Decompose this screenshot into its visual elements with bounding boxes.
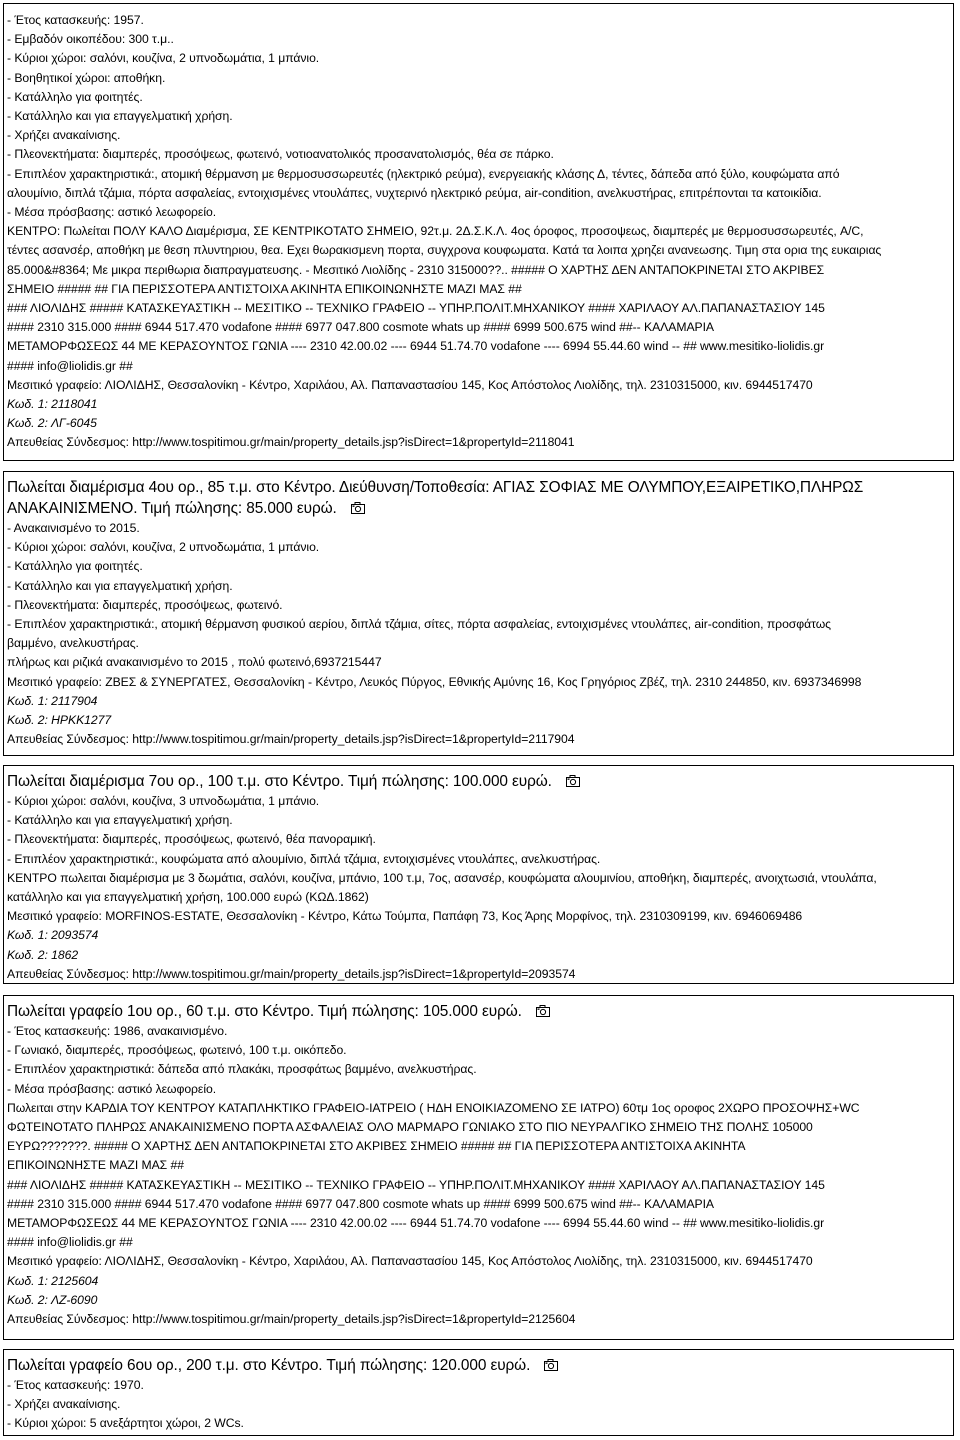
camera-icon[interactable] <box>351 502 365 514</box>
listing-code-1: Κωδ. 1: 2093574 <box>7 928 99 943</box>
listing-detail-line: πλήρως και ριζικά ανακαινισμένο το 2015 , πολύ φωτεινό,6937215447 <box>7 655 382 670</box>
listing-heading-line1: Πωλείται διαμέρισμα 4ου ορ., 85 τ.μ. στο Κέντρο. Διεύθυνση/Τοποθεσία: ΑΓΙΑΣ ΣΟΦΙΑΣ ΜΕ ΟΛΥΜΠΟΥ,ΕΞΑΙΡΕΤΙΚΟ,ΠΛΗΡΩΣ <box>7 479 864 496</box>
listing-4 <box>7 1355 949 1434</box>
listing-detail-line: #### info@liolidis.gr ## <box>7 1235 133 1250</box>
listing-detail-line: κατάλληλο και για επαγγελματική χρήση, 100.000 ευρώ (ΚΩΔ.1862) <box>7 890 369 905</box>
listing-0 <box>7 11 949 453</box>
listing-detail-line: ΕΠΙΚΟΙΝΩΝΗΣΤΕ ΜΑΖΙ ΜΑΣ ## <box>7 1158 184 1173</box>
listing-detail-line: - Έτος κατασκευής: 1970. <box>7 1378 144 1392</box>
listing-detail-line: #### 2310 315.000 #### 6944 517.470 vodafone #### 6977 047.800 cosmote whats up #### 6999 500.675 wind ##-- ΚΑΛΑΜΑΡΙΑ <box>7 1196 715 1211</box>
listing-code-2: Κωδ. 2: ΗΡΚΚ1277 <box>7 713 112 728</box>
listing-direct-link[interactable]: Απευθείας Σύνδεσμος: http://www.tospitimou.gr/main/property_details.jsp?isDirect=1&propertyId=2117904 <box>7 732 575 747</box>
listing-detail-line: - Πλεονεκτήματα: διαμπερές, προσόψεως, φωτεινό, θέα πανοραμική. <box>7 832 376 847</box>
listing-detail-line: ΦΩΤΕΙΝΟΤΑΤΟ ΠΛΗΡΩΣ ΑΝΑΚΑΙΝΙΣΜΕΝΟ ΠΟΡΤΑ ΑΣΦΑΛΕΙΑΣ ΟΛΟ ΜΑΡΜΑΡΟ ΓΩΝΙΑΚΟ ΣΤΟ ΠΙΟ ΝΕΥΡΑΛΓΙΚΟ ΣΗΜΕΙΟ ΤΗΣ ΠΟΛΗΣ 105000 <box>7 1120 813 1135</box>
listing-detail-line: - Πλεονεκτήματα: διαμπερές, προσόψεως, φωτεινό, νοτιοανατολικός προσανατολισμός, θέα σε πάρκο. <box>7 147 554 162</box>
listing-code-2: Κωδ. 2: ΛΓ-6045 <box>7 416 97 431</box>
listing-detail-line: - Κατάλληλο και για επαγγελματική χρήση. <box>7 813 233 828</box>
listing-detail-line: ΣΗΜΕΙΟ ##### ## ΓΙΑ ΠΕΡΙΣΣΟΤΕΡΑ ΑΝΤΙΣΤΟΙΧΑ ΑΚΙΝΗΤΑ ΕΠΙΚΟΙΝΩΝΗΣΤΕ ΜΑΖΙ ΜΑΣ ## <box>7 281 522 296</box>
listing-detail-line: ΚΕΝΤΡΟ: Πωλείται ΠΟΛΥ ΚΑΛΟ Διαμέρισμα, ΣΕ ΚΕΝΤΡΙΚΟΤΑΤΟ ΣΗΜΕΙΟ, 92τ.μ. 2Δ.Σ.Κ.Λ. 4ος όροφος, προσοψεως, διαμπερές με θερμοσυσσωρευτές, A/C, <box>7 224 864 239</box>
listing-2 <box>7 771 949 984</box>
listing-detail-line: - Έτος κατασκευής: 1986, ανακαινισμένο. <box>7 1024 228 1038</box>
listing-detail-line: - Γωνιακό, διαμπερές, προσόψεως, φωτεινό, 100 τ.μ. οικόπεδο. <box>7 1043 347 1058</box>
camera-icon[interactable] <box>536 1005 550 1017</box>
listing-code-1: Κωδ. 1: 2117904 <box>7 693 98 708</box>
listing-heading-line1: Πωλείται διαμέρισμα 7ου ορ., 100 τ.μ. στο Κέντρο. Τιμή πώλησης: 100.000 ευρώ. <box>7 773 552 790</box>
listing-detail-line: - Κύριοι χώροι: 5 ανεξάρτητοι χώροι, 2 WCs. <box>7 1416 244 1431</box>
listing-detail-line: Μεσιτικό γραφείο: ΛΙΟΛΙΔΗΣ, Θεσσαλονίκη - Κέντρο, Χαριλάου, Αλ. Παπαναστασίου 145, Κος Απόστολος Λιολίδης, τηλ. 2310315000, κιν. 6944517470 <box>7 1254 813 1269</box>
listing-code-1: Κωδ. 1: 2125604 <box>7 1273 99 1288</box>
listing-detail-line: ### ΛΙΟΛΙΔΗΣ ##### ΚΑΤΑΣΚΕΥΑΣΤΙΚΗ -- ΜΕΣΙΤΙΚΟ -- ΤΕΧΝΙΚΟ ΓΡΑΦΕΙΟ -- ΥΠΗΡ.ΠΟΛΙΤ.ΜΗΧΑΝΙΚΟΥ #### ΧΑΡΙΛΑΟΥ ΑΛ.ΠΑΠΑΝΑΣΤΑΣΙΟΥ 145 <box>7 301 825 316</box>
listing-detail-line: - Κύριοι χώροι: σαλόνι, κουζίνα, 3 υπνοδωμάτια, 1 μπάνιο. <box>7 794 320 808</box>
listing-detail-line: - Κατάλληλο για φοιτητές. <box>7 559 143 574</box>
listing-code-2: Κωδ. 2: ΛΖ-6090 <box>7 1292 98 1307</box>
listing-detail-line: - Κατάλληλο και για επαγγελματική χρήση. <box>7 578 233 593</box>
listing-detail-line: - Ανακαινισμένο το 2015. <box>7 521 140 535</box>
listing-detail-line: - Επιπλέον χαρακτηριστικά: δάπεδα από πλακάκι, προσφάτως βαμμένο, ανελκυστήρας. <box>7 1062 477 1077</box>
listing-detail-line: - Χρήζει ανακαίνισης. <box>7 1397 121 1412</box>
listing-detail-line: Μεσιτικό γραφείο: ΖΒΕΣ & ΣΥΝΕΡΓΑΤΕΣ, Θεσσαλονίκη - Κέντρο, Λευκός Πύργος, Εθνικής Αμύνης 16, Κος Γρηγόριος Ζβέζ, τηλ. 2310 244850, κιν. 6937346998 <box>7 674 862 689</box>
listing-detail-line: - Μέσα πρόσβασης: αστικό λεωφορείο. <box>7 1081 217 1096</box>
listing-detail-line: ΜΕΤΑΜΟΡΦΩΣΕΩΣ 44 ΜΕ ΚΕΡΑΣΟΥΝΤΟΣ ΓΩΝΙΑ ---- 2310 42.00.02 ---- 6944 51.74.70 vodafone ---- 6994 55.44.60 wind -- ## www.mesitiko-liolidis.gr <box>7 1216 825 1231</box>
listing-detail-line: ΚΕΝΤΡΟ πωλειται διαμέρισμα με 3 δωμάτια, σαλόνι, κουζίνα, μπάνιο, 100 τ.μ, 7ος, ασανσέρ, κουφώματα αλουμινίου, αποθήκη, διαμπερές, ανοιχτωσιά, ντουλάπα, <box>7 870 877 885</box>
listing-heading-line1: Πωλείται γραφείο 6ου ορ., 200 τ.μ. στο Κέντρο. Τιμή πώλησης: 120.000 ευρώ. <box>7 1357 531 1374</box>
listing-detail-line: - Επιπλέον χαρακτηριστικά:, ατομική θέρμανση φυσικού αερίου, διπλά τζάμια, σίτες, πόρτα ασφαλείας, εντοιχισμένες ντουλάπες, air-condition, προσφάτως <box>7 617 831 632</box>
listing-detail-line: - Κατάλληλο και για επαγγελματική χρήση. <box>7 109 233 124</box>
listing-heading-line2: ΑΝΑΚΑΙΝΙΣΜΕΝΟ. Τιμή πώλησης: 85.000 ευρώ. <box>7 500 337 517</box>
listing-detail-line: - Επιπλέον χαρακτηριστικά:, ατομική θέρμανση με θερμοσυσσωρευτές (ηλεκτρικό ρεύμα), ενεργειακής κλάσης Δ, τέντες, δάπεδα από ξύλο, κουφώματα από <box>7 166 840 181</box>
camera-icon[interactable] <box>544 1359 558 1371</box>
listing-direct-link[interactable]: Απευθείας Σύνδεσμος: http://www.tospitimou.gr/main/property_details.jsp?isDirect=1&propertyId=2125604 <box>7 1312 576 1327</box>
listing-detail-line: - Μέσα πρόσβασης: αστικό λεωφορείο. <box>7 205 217 220</box>
listing-detail-line: βαμμένο, ανελκυστήρας. <box>7 636 139 651</box>
listing-detail-line: #### info@liolidis.gr ## <box>7 358 133 373</box>
listing-code-2: Κωδ. 2: 1862 <box>7 947 79 962</box>
listing-direct-link[interactable]: Απευθείας Σύνδεσμος: http://www.tospitimou.gr/main/property_details.jsp?isDirect=1&propertyId=2093574 <box>7 966 576 981</box>
listing-detail-line: Πωλειται στην ΚΑΡΔΙΑ ΤΟΥ ΚΕΝΤΡΟΥ ΚΑΤΑΠΛΗΚΤΙΚΟ ΓΡΑΦΕΙΟ-ΙΑΤΡΕΙΟ ( ΗΔΗ ΕΝΟΙΚΙΑΖΟΜΕΝΟ ΣΕ ΙΑΤΡΟ) 60τμ 1ος οροφος 2ΧΩΡΟ ΠΡΟΣΟΨΗΣ+WC <box>7 1100 860 1115</box>
listing-heading <box>7 477 949 498</box>
listing-detail-line: - Κύριοι χώροι: σαλόνι, κουζίνα, 2 υπνοδωμάτια, 1 μπάνιο. <box>7 540 320 555</box>
listing-detail-line: - Επιπλέον χαρακτηριστικά:, κουφώματα από αλουμίνιο, διπλά τζάμια, εντοιχισμένες ντουλάπες, ανελκυστήρας. <box>7 851 601 866</box>
listing-detail-line: - Κατάλληλο για φοιτητές. <box>7 89 143 104</box>
listing-detail-line: αλουμίνιο, διπλά τζάμια, πόρτα ασφαλείας, εντοιχισμένες ντουλάπες, νυχτερινό ηλεκτρικό ρεύμα, air-condition, ανελκυστήρας, επιτρέπονται τα κατοικίδια. <box>7 185 822 200</box>
listing-detail-line: #### 2310 315.000 #### 6944 517.470 vodafone #### 6977 047.800 cosmote whats up #### 6999 500.675 wind ##-- ΚΑΛΑΜΑΡΙΑ <box>7 320 715 335</box>
listing-detail-line: ΜΕΤΑΜΟΡΦΩΣΕΩΣ 44 ΜΕ ΚΕΡΑΣΟΥΝΤΟΣ ΓΩΝΙΑ ---- 2310 42.00.02 ---- 6944 51.74.70 vodafone ---- 6994 55.44.60 wind -- ## www.mesitiko-liolidis.gr <box>7 339 825 354</box>
listing-detail-line: - Βοηθητικοί χώροι: αποθήκη. <box>7 70 166 85</box>
listing-detail-line: Μεσιτικό γραφείο: ΛΙΟΛΙΔΗΣ, Θεσσαλονίκη - Κέντρο, Χαριλάου, Αλ. Παπαναστασίου 145, Κος Απόστολος Λιολίδης, τηλ. 2310315000, κιν. 6944517470 <box>7 377 813 392</box>
listing-3 <box>7 1001 949 1329</box>
listing-detail-line: - Κύριοι χώροι: σαλόνι, κουζίνα, 2 υπνοδωμάτια, 1 μπάνιο. <box>7 51 320 66</box>
listing-detail-line: Μεσιτικό γραφείο: MORFINOS-ESTATE, Θεσσαλονίκη - Κέντρο, Κάτω Τούμπα, Παπάφη 73, Κος Άρης Μορφίνος, τηλ. 2310309199, κιν. 6946069486 <box>7 909 803 924</box>
listing-detail-line: - Εμβαδόν οικοπέδου: 300 τ.μ.. <box>7 32 174 47</box>
listing-code-1: Κωδ. 1: 2118041 <box>7 397 98 412</box>
camera-icon[interactable] <box>566 775 580 787</box>
listing-detail-line: τέντες ασανσέρ, αποθήκη με θεση πλυντηριου, θεα. Εχει θωρακισμενη πορτα, συγχρονα κουφωματα. Κατά τα λοιπα χρηζει ανανεωσης. Τιμη στα ορια της ευκαιριας <box>7 243 882 258</box>
listing-detail-line: ### ΛΙΟΛΙΔΗΣ ##### ΚΑΤΑΣΚΕΥΑΣΤΙΚΗ -- ΜΕΣΙΤΙΚΟ -- ΤΕΧΝΙΚΟ ΓΡΑΦΕΙΟ -- ΥΠΗΡ.ΠΟΛΙΤ.ΜΗΧΑΝΙΚΟΥ #### ΧΑΡΙΛΑΟΥ ΑΛ.ΠΑΠΑΝΑΣΤΑΣΙΟΥ 145 <box>7 1177 825 1192</box>
listing-detail-line: - Χρήζει ανακαίνισης. <box>7 128 121 143</box>
listing-1 <box>7 477 949 749</box>
listing-heading-line1: Πωλείται γραφείο 1ου ορ., 60 τ.μ. στο Κέντρο. Τιμή πώλησης: 105.000 ευρώ. <box>7 1003 522 1020</box>
listing-detail-line: - Πλεονεκτήματα: διαμπερές, προσόψεως, φωτεινό. <box>7 597 283 612</box>
listing-detail-line: 85.000&#8364; Με μικρα περιθωρια διαπραγματευσης. - Μεσιτικό Λιολίδης - 2310 315000??.. ##### Ο ΧΑΡΤΗΣ ΔΕΝ ΑΝΤΑΠΟΚΡΙΝΕΤΑΙ ΣΤΟ ΑΚΡΙΒΕΣ <box>7 262 825 277</box>
listing-detail-line: - Έτος κατασκευής: 1957. <box>7 13 144 27</box>
listing-direct-link[interactable]: Απευθείας Σύνδεσμος: http://www.tospitimou.gr/main/property_details.jsp?isDirect=1&propertyId=2118041 <box>7 435 575 450</box>
listing-detail-line: ΕΥΡΩ???????. ##### Ο ΧΑΡΤΗΣ ΔΕΝ ΑΝΤΑΠΟΚΡΙΝΕΤΑΙ ΣΤΟ ΑΚΡΙΒΕΣ ΣΗΜΕΙΟ ##### ## ΓΙΑ ΠΕΡΙΣΣΟΤΕΡΑ ΑΝΤΙΣΤΟΙΧΑ ΑΚΙΝΗΤΑ <box>7 1139 746 1154</box>
